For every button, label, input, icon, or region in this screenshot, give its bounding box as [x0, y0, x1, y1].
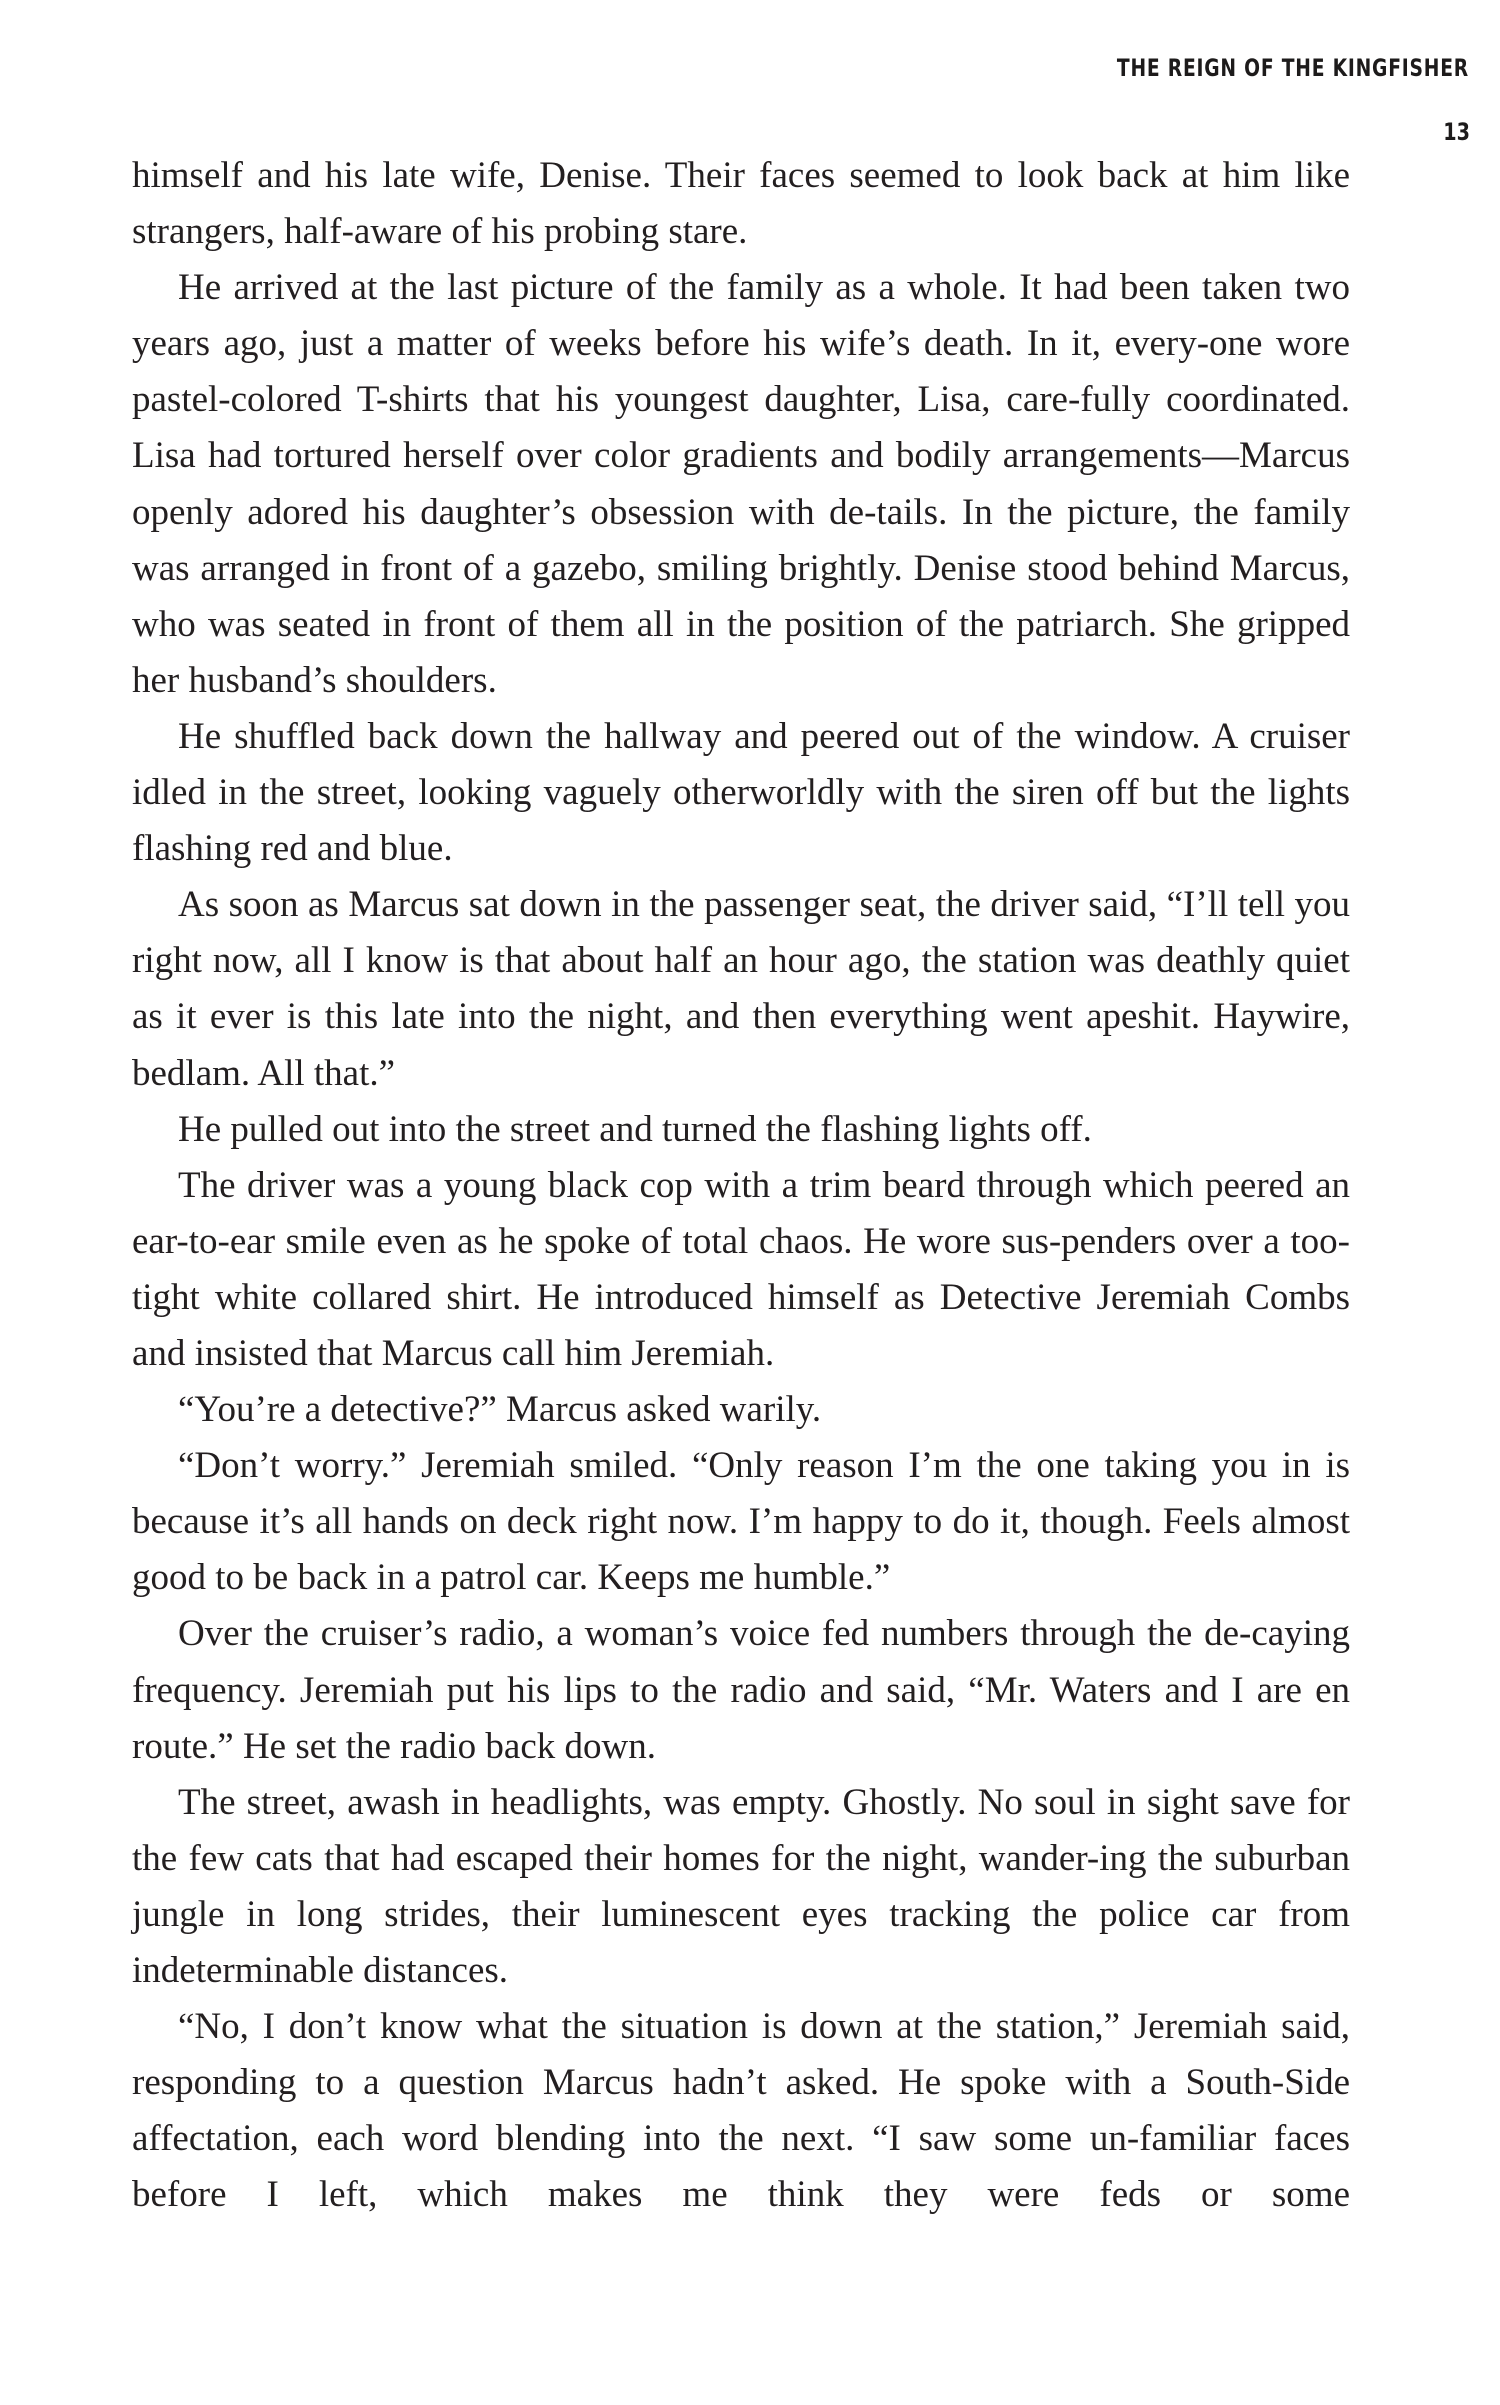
paragraph-8: “Don’t worry.” Jeremiah smiled. “Only reason I’m the one taking you in is because it’s all hands on deck right now. I’m happy to do it, though. Feels almost good to be back in a patrol car. Keeps me humble.” [132, 1445, 1350, 1599]
body-text [132, 148, 1350, 2223]
paragraph-5: He pulled out into the street and turned the flashing lights off. [178, 1108, 1092, 1150]
running-head-title: THE REIGN OF THE KINGFISHER [1116, 54, 1469, 82]
paragraph-1: himself and his late wife, Denise. Their faces seemed to look back at him like strangers, half-aware of his probing stare. [132, 155, 1350, 253]
paragraph-2: He arrived at the last picture of the family as a whole. It had been taken two years ago, just a matter of weeks before his wife’s death. In it, every-one wore pastel-colored T-shirts that his youngest daughter, Lisa, care-fully coordinated. Lisa had tortured herself over color gradients and bodily arrangements—Marcus openly adored his daughter’s obsession with de-tails. In the picture, the family was arranged in front of a gazebo, smiling brightly. Denise stood behind Marcus, who was seated in front of them all in the position of the patriarch. She gripped her husband’s shoulders. [132, 267, 1350, 701]
paragraph-11: “No, I don’t know what the situation is down at the station,” Jeremiah said, responding to a question Marcus hadn’t asked. He spoke with a South-Side affectation, each word blending into the next. “I saw some un-familiar faces before I left, which makes me think they were feds or some [132, 2006, 1350, 2216]
page-number: 13 [1443, 118, 1470, 146]
paragraph-10: The street, awash in headlights, was empty. Ghostly. No soul in sight save for the few cats that had escaped their homes for the night, wander-ing the suburban jungle in long strides, their luminescent eyes tracking the police car from indeterminable distances. [132, 1781, 1350, 1991]
paragraph-9: Over the cruiser’s radio, a woman’s voice fed numbers through the de-caying frequency. Jeremiah put his lips to the radio and said, “Mr. Waters and I are en route.” He set the radio back down. [132, 1613, 1350, 1767]
paragraph-4: As soon as Marcus sat down in the passenger seat, the driver said, “I’ll tell you right now, all I know is that about half an hour ago, the station was deathly quiet as it ever is this late into the night, and then everything went apeshit. Haywire, bedlam. All that.” [132, 884, 1350, 1094]
paragraph-6: The driver was a young black cop with a trim beard through which peered an ear-to-ear smile even as he spoke of total chaos. He wore sus-penders over a too-tight white collared shirt. He introduced himself as Detective Jeremiah Combs and insisted that Marcus call him Jeremiah. [132, 1164, 1350, 1374]
paragraph-3: He shuffled back down the hallway and peered out of the window. A cruiser idled in the street, looking vaguely otherworldly with the siren off but the lights flashing red and blue. [132, 715, 1350, 870]
paragraph-7: “You’re a detective?” Marcus asked warily. [178, 1389, 822, 1431]
